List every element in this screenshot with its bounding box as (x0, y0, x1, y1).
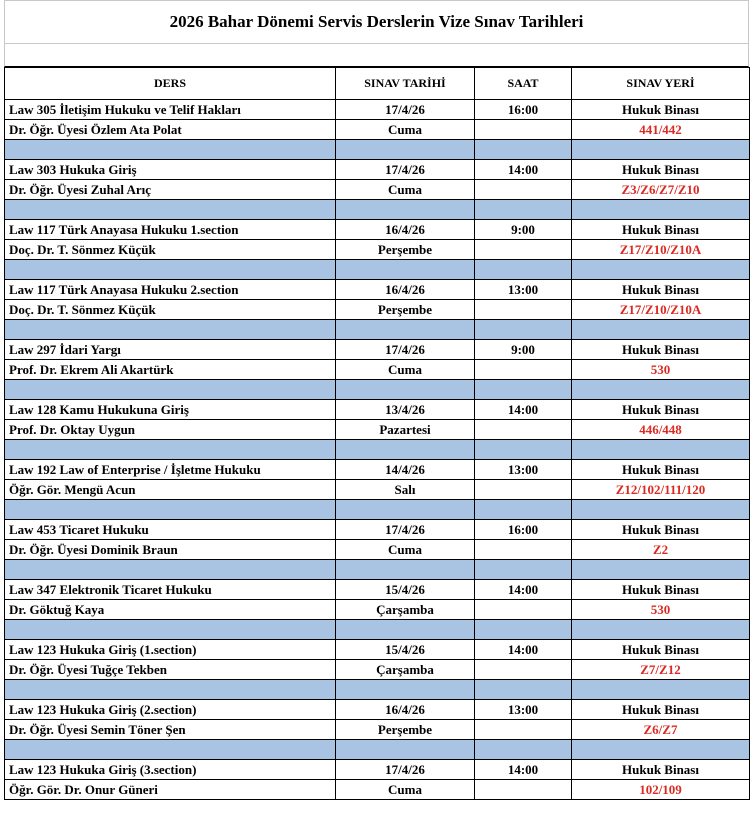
table-row (5, 700, 750, 720)
instructor-name: Dr. Öğr. Üyesi Dominik Braun (5, 540, 336, 560)
course-name: Law 347 Elektronik Ticaret Hukuku (5, 580, 336, 600)
exam-date: 17/4/26 (336, 520, 475, 540)
exam-time: 14:00 (475, 160, 572, 180)
separator-row (5, 680, 750, 700)
course-name: Law 303 Hukuka Giriş (5, 160, 336, 180)
exam-room: Z17/Z10/Z10A (572, 240, 750, 260)
exam-day: Cuma (336, 360, 475, 380)
exam-day: Cuma (336, 120, 475, 140)
empty-cell (475, 360, 572, 380)
separator-row (5, 560, 750, 580)
table-row (5, 760, 750, 780)
instructor-name: Prof. Dr. Ekrem Ali Akartürk (5, 360, 336, 380)
empty-cell (475, 240, 572, 260)
table-row (5, 300, 750, 320)
separator-row (5, 260, 750, 280)
exam-room: 530 (572, 600, 750, 620)
course-name: Law 123 Hukuka Giriş (2.section) (5, 700, 336, 720)
page-title: 2026 Bahar Dönemi Servis Derslerin Vize Sınav Tarihleri (4, 0, 749, 43)
instructor-name: Öğr. Gör. Mengü Acun (5, 480, 336, 500)
table-row (5, 280, 750, 300)
exam-building: Hukuk Binası (572, 520, 750, 540)
course-name: Law 123 Hukuka Giriş (3.section) (5, 760, 336, 780)
empty-cell (475, 180, 572, 200)
instructor-name: Prof. Dr. Oktay Uygun (5, 420, 336, 440)
exam-building: Hukuk Binası (572, 400, 750, 420)
instructor-name: Doç. Dr. T. Sönmez Küçük (5, 240, 336, 260)
instructor-name: Öğr. Gör. Dr. Onur Güneri (5, 780, 336, 800)
instructor-name: Dr. Öğr. Üyesi Özlem Ata Polat (5, 120, 336, 140)
exam-building: Hukuk Binası (572, 100, 750, 120)
course-name: Law 297 İdari Yargı (5, 340, 336, 360)
header-exam-location: SINAV YERİ (572, 68, 750, 100)
exam-time: 13:00 (475, 700, 572, 720)
table-row (5, 360, 750, 380)
exam-day: Çarşamba (336, 660, 475, 680)
exam-date: 17/4/26 (336, 340, 475, 360)
exam-date: 17/4/26 (336, 100, 475, 120)
exam-time: 16:00 (475, 520, 572, 540)
table-row (5, 580, 750, 600)
exam-building: Hukuk Binası (572, 580, 750, 600)
exam-date: 16/4/26 (336, 280, 475, 300)
header-course: DERS (5, 68, 336, 100)
table-row (5, 600, 750, 620)
table-body (5, 100, 750, 800)
course-name: Law 117 Türk Anayasa Hukuku 2.section (5, 280, 336, 300)
exam-building: Hukuk Binası (572, 760, 750, 780)
table-row (5, 420, 750, 440)
empty-cell (475, 120, 572, 140)
table-row (5, 240, 750, 260)
exam-room: 102/109 (572, 780, 750, 800)
table-row (5, 340, 750, 360)
header-row (5, 68, 750, 100)
instructor-name: Dr. Öğr. Üyesi Semin Töner Şen (5, 720, 336, 740)
exam-time: 14:00 (475, 400, 572, 420)
exam-room: Z12/102/111/120 (572, 480, 750, 500)
exam-time: 16:00 (475, 100, 572, 120)
exam-room: Z6/Z7 (572, 720, 750, 740)
exam-room: Z17/Z10/Z10A (572, 300, 750, 320)
exam-schedule-table (4, 67, 750, 800)
header-time: SAAT (475, 68, 572, 100)
exam-date: 17/4/26 (336, 160, 475, 180)
empty-cell (475, 600, 572, 620)
table-row (5, 460, 750, 480)
course-name: Law 192 Law of Enterprise / İşletme Hukuku (5, 460, 336, 480)
exam-room: Z2 (572, 540, 750, 560)
separator-row (5, 740, 750, 760)
exam-day: Cuma (336, 180, 475, 200)
course-name: Law 128 Kamu Hukukuna Giriş (5, 400, 336, 420)
separator-row (5, 500, 750, 520)
exam-time: 13:00 (475, 460, 572, 480)
exam-date: 13/4/26 (336, 400, 475, 420)
exam-day: Pazartesi (336, 420, 475, 440)
exam-time: 14:00 (475, 580, 572, 600)
empty-cell (475, 480, 572, 500)
table-row (5, 120, 750, 140)
exam-day: Perşembe (336, 300, 475, 320)
table-row (5, 160, 750, 180)
separator-row (5, 620, 750, 640)
table-row (5, 100, 750, 120)
exam-time: 9:00 (475, 340, 572, 360)
empty-cell (475, 420, 572, 440)
exam-building: Hukuk Binası (572, 280, 750, 300)
exam-building: Hukuk Binası (572, 160, 750, 180)
exam-day: Cuma (336, 780, 475, 800)
table-row (5, 400, 750, 420)
exam-room: Z7/Z12 (572, 660, 750, 680)
course-name: Law 117 Türk Anayasa Hukuku 1.section (5, 220, 336, 240)
course-name: Law 453 Ticaret Hukuku (5, 520, 336, 540)
table-row (5, 660, 750, 680)
exam-date: 15/4/26 (336, 580, 475, 600)
exam-room: Z3/Z6/Z7/Z10 (572, 180, 750, 200)
instructor-name: Doç. Dr. T. Sönmez Küçük (5, 300, 336, 320)
table-row (5, 780, 750, 800)
exam-time: 13:00 (475, 280, 572, 300)
exam-day: Cuma (336, 540, 475, 560)
exam-time: 14:00 (475, 640, 572, 660)
exam-day: Perşembe (336, 240, 475, 260)
table-row (5, 540, 750, 560)
table-row (5, 520, 750, 540)
exam-day: Perşembe (336, 720, 475, 740)
exam-date: 16/4/26 (336, 700, 475, 720)
separator-row (5, 440, 750, 460)
empty-cell (475, 540, 572, 560)
table-row (5, 640, 750, 660)
course-name: Law 305 İletişim Hukuku ve Telif Hakları (5, 100, 336, 120)
separator-row (5, 320, 750, 340)
exam-day: Çarşamba (336, 600, 475, 620)
separator-row (5, 200, 750, 220)
exam-date: 16/4/26 (336, 220, 475, 240)
empty-cell (475, 300, 572, 320)
exam-room: 530 (572, 360, 750, 380)
exam-time: 9:00 (475, 220, 572, 240)
separator-row (5, 380, 750, 400)
exam-time: 14:00 (475, 760, 572, 780)
exam-date: 17/4/26 (336, 760, 475, 780)
header-exam-date: SINAV TARİHİ (336, 68, 475, 100)
sheet (4, 0, 749, 800)
table-row (5, 180, 750, 200)
blank-row (4, 43, 749, 67)
exam-building: Hukuk Binası (572, 340, 750, 360)
table-row (5, 220, 750, 240)
exam-day: Salı (336, 480, 475, 500)
instructor-name: Dr. Göktuğ Kaya (5, 600, 336, 620)
exam-building: Hukuk Binası (572, 460, 750, 480)
exam-building: Hukuk Binası (572, 220, 750, 240)
exam-building: Hukuk Binası (572, 640, 750, 660)
exam-date: 15/4/26 (336, 640, 475, 660)
empty-cell (475, 720, 572, 740)
course-name: Law 123 Hukuka Giriş (1.section) (5, 640, 336, 660)
separator-row (5, 140, 750, 160)
empty-cell (475, 780, 572, 800)
exam-date: 14/4/26 (336, 460, 475, 480)
instructor-name: Dr. Öğr. Üyesi Tuğçe Tekben (5, 660, 336, 680)
exam-room: 446/448 (572, 420, 750, 440)
instructor-name: Dr. Öğr. Üyesi Zuhal Arıç (5, 180, 336, 200)
table-row (5, 480, 750, 500)
table-row (5, 720, 750, 740)
exam-room: 441/442 (572, 120, 750, 140)
empty-cell (475, 660, 572, 680)
exam-building: Hukuk Binası (572, 700, 750, 720)
